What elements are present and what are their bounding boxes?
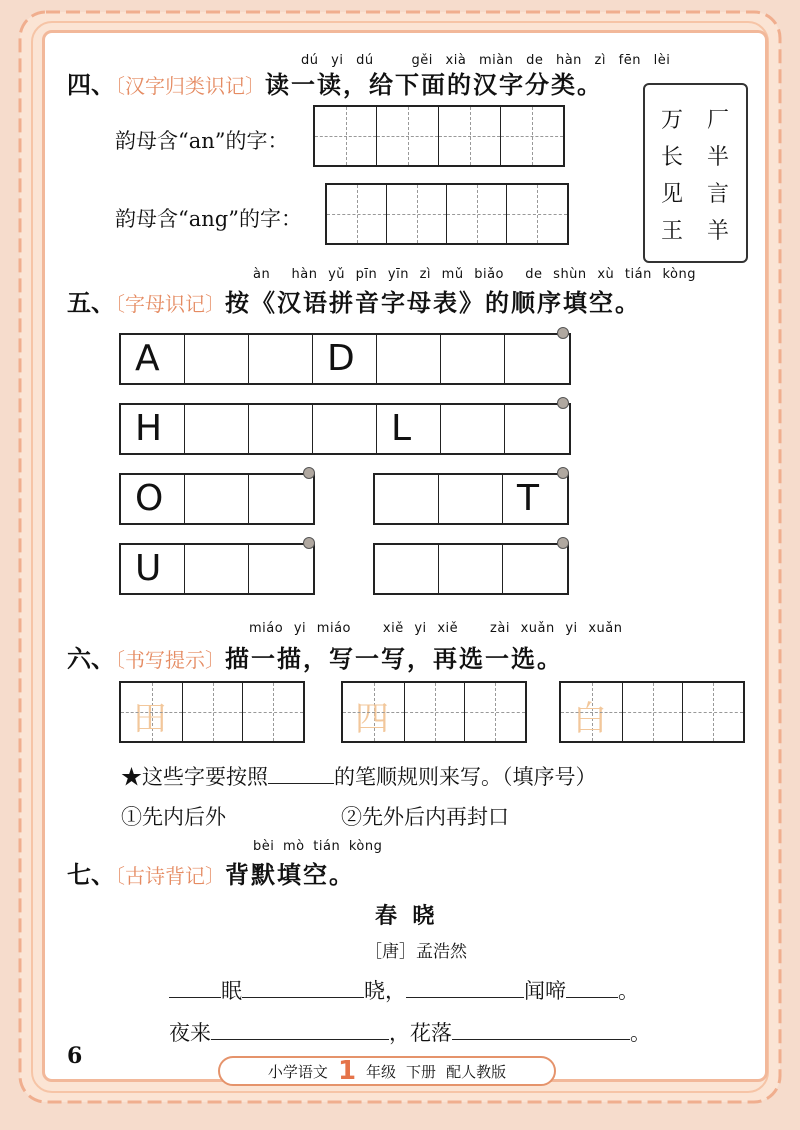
letter-cell[interactable] <box>375 475 439 523</box>
letter-cell[interactable]: D <box>313 335 377 383</box>
sec7-tag: 〔古诗背记〕 <box>115 864 225 888</box>
letter-row-4b <box>373 543 569 595</box>
grid-cell[interactable] <box>623 683 683 741</box>
sec4-tag: 〔汉字归类识记〕 <box>115 74 265 98</box>
grid-cell[interactable] <box>387 185 447 243</box>
poem-blank[interactable] <box>452 1039 630 1040</box>
grid-cell[interactable] <box>507 185 567 243</box>
letter-cell[interactable] <box>441 335 505 383</box>
sec4-number: 四、 <box>67 71 115 99</box>
sec4-heading <box>67 65 603 100</box>
trace-char: 白 <box>573 699 607 739</box>
letter-cell[interactable] <box>439 475 503 523</box>
footer-grade-label: 年级 <box>366 1062 397 1081</box>
grid-cell[interactable] <box>327 185 387 243</box>
letter-cell[interactable] <box>503 545 567 593</box>
letter-cell[interactable] <box>185 545 249 593</box>
letter-cell[interactable] <box>249 405 313 453</box>
letter-cell[interactable]: T <box>517 478 539 519</box>
flower-icon <box>557 397 569 409</box>
letter-cell[interactable]: L <box>377 405 441 453</box>
letter-cell[interactable] <box>505 405 569 453</box>
letter-cell[interactable]: A <box>121 335 185 383</box>
footer-term: 下册 <box>406 1062 437 1081</box>
poem-line-1: 眠 晓， 闻啼 。 <box>169 975 639 1005</box>
sec6-heading <box>67 639 563 674</box>
letter-cell[interactable] <box>249 475 313 523</box>
scroll-char: 王 <box>661 219 684 244</box>
flower-icon <box>303 537 315 549</box>
answer-grid-ang[interactable] <box>325 183 569 245</box>
sec7-pinyin: bèi mò tián kòng <box>253 839 383 854</box>
poem-line-2: 夜来 ，花落 。 <box>169 1021 651 1045</box>
letter-cell[interactable] <box>505 335 569 383</box>
letter-cell[interactable] <box>185 335 249 383</box>
letter-cell[interactable] <box>439 545 503 593</box>
sec4-instruction: 读一读，给下面的汉字分类。 <box>265 71 603 99</box>
scroll-char: 万 <box>661 108 684 133</box>
letter-cell[interactable] <box>185 405 249 453</box>
scroll-char: 言 <box>707 182 730 207</box>
option-2: ②先外后内再封口 <box>341 805 509 829</box>
sec4-pinyin: dú yi dú gěi xià miàn de hàn zì fēn lèi <box>301 53 671 68</box>
grid-cell[interactable] <box>183 683 243 741</box>
letter-row-4a <box>119 543 315 595</box>
sec6-question: ★这些字要按照 的笔顺规则来写。（填序号） <box>121 765 597 789</box>
trace-char: 四 <box>355 699 389 739</box>
flower-icon <box>557 327 569 339</box>
trace-grid-2 <box>341 681 527 743</box>
worksheet-page <box>42 30 768 1082</box>
grid-cell[interactable] <box>243 683 303 741</box>
page-number: 6 <box>67 1043 83 1069</box>
scroll-char: 厂 <box>707 108 730 133</box>
letter-cell[interactable] <box>375 545 439 593</box>
letter-cell[interactable]: O <box>121 475 185 523</box>
flower-icon <box>303 467 315 479</box>
grid-cell[interactable] <box>377 107 439 165</box>
scroll-char: 长 <box>661 145 684 170</box>
footer-subject: 小学语文 <box>267 1062 328 1081</box>
grid-cell[interactable] <box>501 107 563 165</box>
option-1: ①先内后外 <box>121 805 226 829</box>
poem-author: ［唐］孟浩然 <box>365 942 467 962</box>
trace-cell[interactable] <box>343 683 405 741</box>
sec5-number: 五、 <box>67 289 115 317</box>
letter-row-1 <box>119 333 571 385</box>
trace-cell[interactable] <box>121 683 183 741</box>
letter-cell[interactable] <box>185 475 249 523</box>
letter-cell[interactable] <box>377 335 441 383</box>
sec6-instruction: 描一描，写一写，再选一选。 <box>225 645 563 673</box>
footer-grade-number: 1 <box>337 1056 357 1086</box>
letter-cell[interactable]: H <box>121 405 185 453</box>
grid-cell[interactable] <box>683 683 743 741</box>
trace-char: 田 <box>133 699 167 739</box>
character-scroll <box>643 83 748 263</box>
sec7-number: 七、 <box>67 861 115 889</box>
sec6-number: 六、 <box>67 645 115 673</box>
footer-edition: 配人教版 <box>446 1062 507 1081</box>
flower-icon <box>557 537 569 549</box>
trace-grid-1 <box>119 681 305 743</box>
letter-cell[interactable]: U <box>121 545 185 593</box>
letter-cell[interactable] <box>249 545 313 593</box>
letter-row-2 <box>119 403 571 455</box>
sec7-instruction: 背默填空。 <box>225 861 355 889</box>
sec5-heading <box>67 283 641 318</box>
footer-badge <box>218 1056 556 1086</box>
letter-row-3b <box>373 473 569 525</box>
sec5-tag: 〔字母识记〕 <box>115 292 225 316</box>
answer-grid-an[interactable] <box>313 105 565 167</box>
sec7-heading <box>67 855 355 890</box>
letter-cell[interactable] <box>441 405 505 453</box>
grid-cell[interactable] <box>315 107 377 165</box>
grid-cell[interactable] <box>439 107 501 165</box>
poem-blank[interactable] <box>566 997 618 998</box>
letter-cell[interactable] <box>313 405 377 453</box>
poem-title: 春 晓 <box>375 903 435 929</box>
poem-blank[interactable] <box>406 997 524 998</box>
trace-grid-3 <box>559 681 745 743</box>
label-ang: 韵母含“ang”的字： <box>115 207 302 231</box>
scroll-char: 羊 <box>707 219 730 244</box>
sec5-instruction: 按《汉语拼音字母表》的顺序填空。 <box>225 289 641 317</box>
scroll-char: 见 <box>661 182 684 207</box>
trace-cell[interactable] <box>561 683 623 741</box>
label-an: 韵母含“an”的字： <box>115 129 289 153</box>
scroll-char: 半 <box>707 145 730 170</box>
flower-icon <box>557 467 569 479</box>
letter-row-3a <box>119 473 315 525</box>
grid-cell[interactable] <box>405 683 465 741</box>
poem-blank[interactable] <box>169 997 221 998</box>
sec5-pinyin: àn hàn yǔ pīn yīn zì mǔ biǎo de shùn xù tián kòng <box>253 267 696 282</box>
answer-blank[interactable] <box>268 783 334 784</box>
sec6-pinyin: miáo yi miáo xiě yi xiě zài xuǎn yi xuǎn <box>249 621 623 636</box>
sec6-tag: 〔书写提示〕 <box>115 648 225 672</box>
letter-cell[interactable] <box>249 335 313 383</box>
poem-blank[interactable] <box>211 1039 389 1040</box>
grid-cell[interactable] <box>465 683 525 741</box>
poem-blank[interactable] <box>242 997 364 998</box>
grid-cell[interactable] <box>447 185 507 243</box>
